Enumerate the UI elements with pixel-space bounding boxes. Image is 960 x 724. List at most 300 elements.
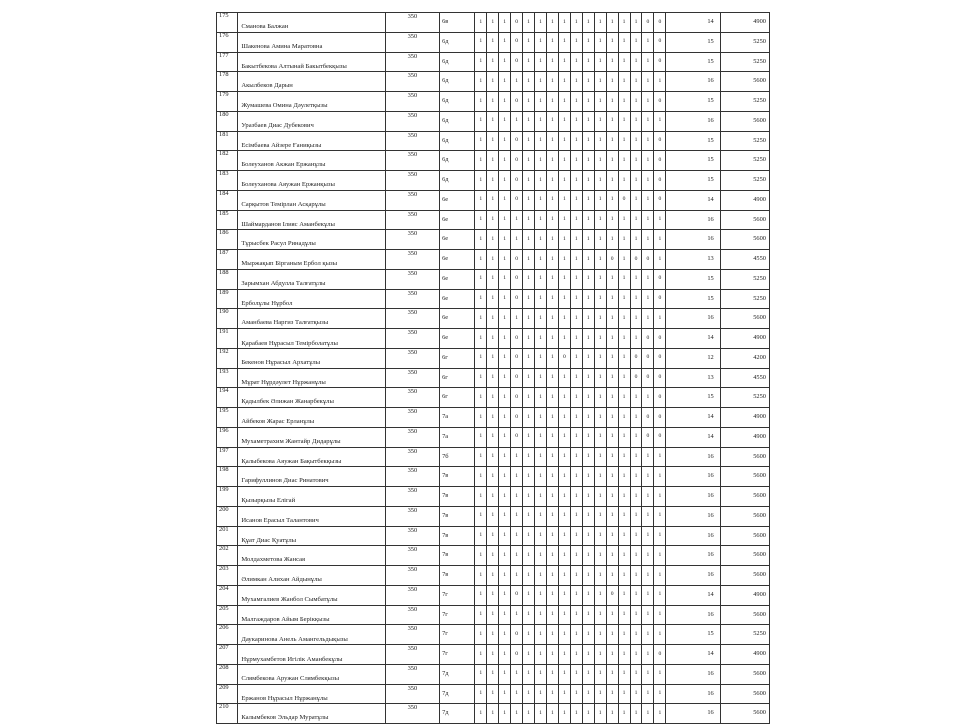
attendance-mark: 0 <box>654 368 666 388</box>
attendance-mark: 1 <box>546 72 558 92</box>
daily-amount: 350 <box>385 546 439 566</box>
attendance-mark: 1 <box>594 32 606 52</box>
attendance-mark: 1 <box>475 506 487 526</box>
attendance-mark: 1 <box>618 526 630 546</box>
attendance-mark: 1 <box>511 546 523 566</box>
days-count: 15 <box>666 52 720 72</box>
table-row <box>217 348 770 368</box>
attendance-mark: 1 <box>606 506 618 526</box>
days-count: 16 <box>666 506 720 526</box>
attendance-mark: 1 <box>570 151 582 171</box>
student-name: Бакытбекова Алтынай Бакытбекқызы <box>238 52 385 72</box>
attendance-mark: 1 <box>606 230 618 250</box>
table-row <box>217 664 770 684</box>
table-row <box>217 605 770 625</box>
daily-amount: 350 <box>385 427 439 447</box>
total-sum: 5600 <box>720 605 769 625</box>
attendance-mark: 1 <box>535 447 547 467</box>
student-name: Акылбеков Дарын <box>238 72 385 92</box>
attendance-mark: 1 <box>594 684 606 704</box>
attendance-mark: 1 <box>475 704 487 724</box>
total-sum: 5250 <box>720 131 769 151</box>
attendance-mark: 1 <box>499 704 511 724</box>
attendance-mark: 1 <box>630 289 642 309</box>
attendance-mark: 1 <box>618 289 630 309</box>
attendance-mark: 0 <box>511 32 523 52</box>
table-row <box>217 230 770 250</box>
attendance-mark: 1 <box>511 111 523 131</box>
attendance-mark: 1 <box>570 32 582 52</box>
attendance-mark: 1 <box>630 309 642 329</box>
attendance-mark: 1 <box>594 329 606 349</box>
attendance-mark: 1 <box>630 171 642 191</box>
attendance-mark: 1 <box>630 388 642 408</box>
class-label: 6е <box>440 210 475 230</box>
attendance-mark: 1 <box>558 52 570 72</box>
attendance-mark: 1 <box>511 309 523 329</box>
class-label: 6е <box>440 329 475 349</box>
attendance-mark: 1 <box>582 151 594 171</box>
attendance-mark: 1 <box>582 230 594 250</box>
attendance-mark: 1 <box>475 348 487 368</box>
attendance-mark: 1 <box>606 704 618 724</box>
attendance-mark: 1 <box>654 585 666 605</box>
days-count: 14 <box>666 329 720 349</box>
attendance-mark: 1 <box>546 526 558 546</box>
attendance-mark: 1 <box>570 684 582 704</box>
attendance-mark: 1 <box>594 368 606 388</box>
attendance-mark: 1 <box>582 13 594 33</box>
attendance-mark: 0 <box>606 250 618 270</box>
attendance-mark: 1 <box>642 72 654 92</box>
attendance-mark: 1 <box>523 52 535 72</box>
attendance-mark: 1 <box>499 506 511 526</box>
attendance-mark: 1 <box>570 546 582 566</box>
attendance-mark: 1 <box>618 329 630 349</box>
attendance-mark: 0 <box>654 388 666 408</box>
daily-amount: 350 <box>385 230 439 250</box>
attendance-mark: 1 <box>570 92 582 112</box>
attendance-mark: 1 <box>570 250 582 270</box>
attendance-mark: 1 <box>570 467 582 487</box>
attendance-mark: 0 <box>511 408 523 428</box>
attendance-mark: 1 <box>606 131 618 151</box>
daily-amount: 350 <box>385 210 439 230</box>
attendance-mark: 1 <box>475 289 487 309</box>
row-number: 205 <box>217 605 238 625</box>
days-count: 16 <box>666 210 720 230</box>
attendance-mark: 1 <box>582 427 594 447</box>
class-label: 6г <box>440 368 475 388</box>
attendance-mark: 1 <box>487 368 499 388</box>
attendance-mark: 1 <box>546 190 558 210</box>
class-label: 6в <box>440 13 475 33</box>
daily-amount: 350 <box>385 645 439 665</box>
attendance-mark: 1 <box>642 526 654 546</box>
daily-amount: 350 <box>385 664 439 684</box>
attendance-mark: 1 <box>523 664 535 684</box>
total-sum: 5600 <box>720 664 769 684</box>
row-number: 177 <box>217 52 238 72</box>
attendance-mark: 1 <box>523 427 535 447</box>
attendance-mark: 1 <box>594 131 606 151</box>
daily-amount: 350 <box>385 625 439 645</box>
student-name: Қарабаев Нұрасыл Темірболатұлы <box>238 329 385 349</box>
attendance-mark: 1 <box>535 408 547 428</box>
attendance-mark: 1 <box>618 506 630 526</box>
attendance-mark: 1 <box>570 566 582 586</box>
class-label: 7г <box>440 645 475 665</box>
class-label: 6д <box>440 131 475 151</box>
daily-amount: 350 <box>385 348 439 368</box>
attendance-mark: 1 <box>570 171 582 191</box>
attendance-mark: 1 <box>523 566 535 586</box>
attendance-mark: 1 <box>582 52 594 72</box>
student-name: Құат Диас Қуатұлы <box>238 526 385 546</box>
attendance-mark: 1 <box>630 585 642 605</box>
attendance-mark: 1 <box>642 506 654 526</box>
attendance-mark: 1 <box>654 467 666 487</box>
attendance-mark: 1 <box>582 408 594 428</box>
attendance-mark: 1 <box>546 447 558 467</box>
attendance-mark: 1 <box>558 408 570 428</box>
class-label: 6е <box>440 269 475 289</box>
attendance-mark: 1 <box>618 309 630 329</box>
total-sum: 5600 <box>720 230 769 250</box>
attendance-mark: 1 <box>606 13 618 33</box>
attendance-mark: 1 <box>618 111 630 131</box>
attendance-mark: 1 <box>487 32 499 52</box>
attendance-mark: 1 <box>594 72 606 92</box>
attendance-mark: 1 <box>523 388 535 408</box>
row-number: 187 <box>217 250 238 270</box>
total-sum: 5250 <box>720 388 769 408</box>
attendance-mark: 1 <box>618 72 630 92</box>
attendance-mark: 1 <box>535 487 547 507</box>
attendance-mark: 1 <box>582 704 594 724</box>
attendance-mark: 1 <box>511 230 523 250</box>
attendance-mark: 1 <box>499 329 511 349</box>
attendance-mark: 1 <box>546 506 558 526</box>
attendance-mark: 1 <box>630 506 642 526</box>
attendance-mark: 1 <box>535 72 547 92</box>
attendance-mark: 1 <box>523 704 535 724</box>
attendance-mark: 1 <box>570 388 582 408</box>
attendance-mark: 1 <box>594 309 606 329</box>
attendance-mark: 1 <box>487 131 499 151</box>
attendance-mark: 1 <box>642 704 654 724</box>
attendance-mark: 1 <box>654 664 666 684</box>
attendance-mark: 1 <box>582 92 594 112</box>
student-name: Аманбаева Наргиз Талғатқызы <box>238 309 385 329</box>
attendance-mark: 1 <box>570 368 582 388</box>
student-name: Мухаметрахим Жантайр Дидарұлы <box>238 427 385 447</box>
attendance-mark: 1 <box>475 72 487 92</box>
row-number: 199 <box>217 487 238 507</box>
table-row <box>217 408 770 428</box>
attendance-mark: 1 <box>475 605 487 625</box>
attendance-mark: 1 <box>546 210 558 230</box>
attendance-mark: 1 <box>594 190 606 210</box>
attendance-mark: 1 <box>523 408 535 428</box>
attendance-mark: 1 <box>499 111 511 131</box>
attendance-mark: 1 <box>475 487 487 507</box>
attendance-mark: 1 <box>487 506 499 526</box>
student-name: Мыржақып Бірганым Ербол қызы <box>238 250 385 270</box>
student-name: Есімбаева Айзере Ғаниқызы <box>238 131 385 151</box>
attendance-mark: 1 <box>618 566 630 586</box>
attendance-mark: 1 <box>618 348 630 368</box>
attendance-mark: 1 <box>499 151 511 171</box>
attendance-mark: 1 <box>606 566 618 586</box>
attendance-mark: 1 <box>475 52 487 72</box>
attendance-mark: 1 <box>630 704 642 724</box>
attendance-mark: 1 <box>630 467 642 487</box>
student-name: Ерболұлы Нұрбол <box>238 289 385 309</box>
attendance-mark: 1 <box>642 487 654 507</box>
attendance-mark: 1 <box>487 329 499 349</box>
attendance-mark: 0 <box>642 408 654 428</box>
attendance-mark: 1 <box>535 151 547 171</box>
attendance-mark: 1 <box>654 111 666 131</box>
attendance-mark: 1 <box>654 526 666 546</box>
attendance-mark: 1 <box>487 645 499 665</box>
attendance-mark: 1 <box>582 684 594 704</box>
attendance-mark: 1 <box>535 526 547 546</box>
attendance-mark: 1 <box>535 210 547 230</box>
attendance-mark: 1 <box>487 546 499 566</box>
attendance-mark: 1 <box>582 487 594 507</box>
attendance-mark: 1 <box>642 230 654 250</box>
attendance-mark: 1 <box>546 111 558 131</box>
attendance-mark: 1 <box>630 447 642 467</box>
days-count: 15 <box>666 92 720 112</box>
attendance-mark: 1 <box>523 684 535 704</box>
total-sum: 5250 <box>720 151 769 171</box>
attendance-mark: 1 <box>606 32 618 52</box>
attendance-mark: 1 <box>511 447 523 467</box>
table-row <box>217 289 770 309</box>
attendance-mark: 1 <box>654 72 666 92</box>
daily-amount: 350 <box>385 131 439 151</box>
class-label: 7г <box>440 605 475 625</box>
attendance-mark: 1 <box>535 230 547 250</box>
attendance-mark: 1 <box>582 585 594 605</box>
attendance-mark: 1 <box>582 506 594 526</box>
total-sum: 4900 <box>720 13 769 33</box>
total-sum: 5600 <box>720 309 769 329</box>
attendance-mark: 1 <box>582 210 594 230</box>
daily-amount: 350 <box>385 111 439 131</box>
days-count: 16 <box>666 566 720 586</box>
attendance-mark: 1 <box>594 171 606 191</box>
attendance-mark: 1 <box>570 13 582 33</box>
total-sum: 5250 <box>720 289 769 309</box>
attendance-mark: 1 <box>523 625 535 645</box>
attendance-mark: 1 <box>654 546 666 566</box>
attendance-mark: 1 <box>654 506 666 526</box>
row-number: 185 <box>217 210 238 230</box>
days-count: 15 <box>666 32 720 52</box>
attendance-mark: 1 <box>475 171 487 191</box>
daily-amount: 350 <box>385 92 439 112</box>
attendance-mark: 1 <box>523 368 535 388</box>
attendance-mark: 1 <box>654 605 666 625</box>
class-label: 7в <box>440 546 475 566</box>
row-number: 188 <box>217 269 238 289</box>
attendance-mark: 0 <box>642 13 654 33</box>
total-sum: 5600 <box>720 487 769 507</box>
attendance-mark: 1 <box>630 131 642 151</box>
attendance-mark: 1 <box>487 566 499 586</box>
attendance-mark: 0 <box>511 427 523 447</box>
attendance-mark: 1 <box>642 289 654 309</box>
total-sum: 4900 <box>720 645 769 665</box>
attendance-mark: 1 <box>618 585 630 605</box>
attendance-mark: 1 <box>558 131 570 151</box>
attendance-mark: 1 <box>618 605 630 625</box>
daily-amount: 350 <box>385 585 439 605</box>
attendance-mark: 1 <box>642 625 654 645</box>
student-name: Болеуханов Акжан Ержанұлы <box>238 151 385 171</box>
attendance-mark: 1 <box>546 566 558 586</box>
attendance-mark: 1 <box>618 467 630 487</box>
attendance-mark: 0 <box>511 289 523 309</box>
attendance-mark: 1 <box>570 309 582 329</box>
attendance-mark: 0 <box>654 92 666 112</box>
attendance-mark: 1 <box>558 269 570 289</box>
class-label: 6д <box>440 92 475 112</box>
attendance-mark: 1 <box>642 131 654 151</box>
attendance-mark: 1 <box>475 585 487 605</box>
attendance-mark: 0 <box>654 269 666 289</box>
attendance-mark: 1 <box>511 210 523 230</box>
row-number: 209 <box>217 684 238 704</box>
table-row <box>217 368 770 388</box>
attendance-mark: 1 <box>487 72 499 92</box>
attendance-mark: 1 <box>558 329 570 349</box>
attendance-mark: 0 <box>654 348 666 368</box>
class-label: 6е <box>440 309 475 329</box>
attendance-mark: 1 <box>535 506 547 526</box>
daily-amount: 350 <box>385 151 439 171</box>
days-count: 15 <box>666 269 720 289</box>
student-name: Қызырқызы Елігай <box>238 487 385 507</box>
attendance-mark: 1 <box>558 309 570 329</box>
class-label: 7д <box>440 664 475 684</box>
attendance-mark: 1 <box>582 329 594 349</box>
attendance-mark: 1 <box>475 250 487 270</box>
attendance-mark: 1 <box>654 625 666 645</box>
attendance-mark: 1 <box>606 329 618 349</box>
attendance-mark: 1 <box>499 408 511 428</box>
attendance-mark: 1 <box>499 72 511 92</box>
attendance-mark: 1 <box>642 151 654 171</box>
attendance-mark: 1 <box>546 546 558 566</box>
attendance-mark: 1 <box>499 447 511 467</box>
attendance-mark: 1 <box>475 526 487 546</box>
class-label: 7д <box>440 684 475 704</box>
student-name: Мухамгалиев Жанбол Сымбатұлы <box>238 585 385 605</box>
attendance-mark: 1 <box>570 664 582 684</box>
attendance-mark: 1 <box>606 171 618 191</box>
attendance-mark: 1 <box>535 32 547 52</box>
attendance-mark: 1 <box>630 605 642 625</box>
attendance-mark: 1 <box>499 645 511 665</box>
days-count: 15 <box>666 388 720 408</box>
attendance-mark: 1 <box>570 269 582 289</box>
days-count: 14 <box>666 190 720 210</box>
attendance-mark: 1 <box>606 269 618 289</box>
attendance-mark: 1 <box>535 566 547 586</box>
attendance-mark: 1 <box>523 585 535 605</box>
attendance-mark: 1 <box>523 605 535 625</box>
attendance-mark: 1 <box>642 467 654 487</box>
attendance-mark: 1 <box>594 506 606 526</box>
table-row <box>217 526 770 546</box>
attendance-mark: 1 <box>475 329 487 349</box>
attendance-mark: 1 <box>535 131 547 151</box>
attendance-mark: 1 <box>546 348 558 368</box>
attendance-mark: 1 <box>642 52 654 72</box>
attendance-mark: 1 <box>558 72 570 92</box>
row-number: 180 <box>217 111 238 131</box>
attendance-mark: 0 <box>511 269 523 289</box>
attendance-mark: 1 <box>594 230 606 250</box>
attendance-mark: 1 <box>535 625 547 645</box>
attendance-mark: 0 <box>511 329 523 349</box>
attendance-mark: 1 <box>523 151 535 171</box>
daily-amount: 350 <box>385 467 439 487</box>
attendance-mark: 1 <box>475 190 487 210</box>
attendance-mark: 1 <box>558 13 570 33</box>
attendance-mark: 1 <box>499 309 511 329</box>
row-number: 198 <box>217 467 238 487</box>
table-row <box>217 190 770 210</box>
attendance-mark: 1 <box>487 309 499 329</box>
table-body <box>217 13 770 724</box>
attendance-mark: 1 <box>487 388 499 408</box>
attendance-mark: 1 <box>642 269 654 289</box>
student-name: Молдахметова Жансая <box>238 546 385 566</box>
attendance-mark: 1 <box>594 388 606 408</box>
attendance-mark: 1 <box>630 32 642 52</box>
attendance-mark: 1 <box>475 210 487 230</box>
attendance-mark: 1 <box>558 171 570 191</box>
attendance-mark: 1 <box>535 269 547 289</box>
attendance-mark: 1 <box>630 664 642 684</box>
attendance-mark: 1 <box>570 348 582 368</box>
total-sum: 4900 <box>720 427 769 447</box>
attendance-mark: 1 <box>594 13 606 33</box>
attendance-mark: 1 <box>523 190 535 210</box>
attendance-mark: 1 <box>642 645 654 665</box>
student-name: Әлимкан Алихан Айдынұлы <box>238 566 385 586</box>
attendance-mark: 0 <box>511 585 523 605</box>
total-sum: 5600 <box>720 704 769 724</box>
class-label: 7в <box>440 467 475 487</box>
days-count: 14 <box>666 13 720 33</box>
row-number: 175 <box>217 13 238 33</box>
total-sum: 5600 <box>720 684 769 704</box>
table-row <box>217 269 770 289</box>
attendance-mark: 1 <box>499 368 511 388</box>
student-name: Шаймарданов Ілияс Аманбекұлы <box>238 210 385 230</box>
attendance-mark: 1 <box>487 210 499 230</box>
attendance-mark: 1 <box>475 684 487 704</box>
student-name: Исанов Ерасыл Талантович <box>238 506 385 526</box>
attendance-mark: 1 <box>535 546 547 566</box>
